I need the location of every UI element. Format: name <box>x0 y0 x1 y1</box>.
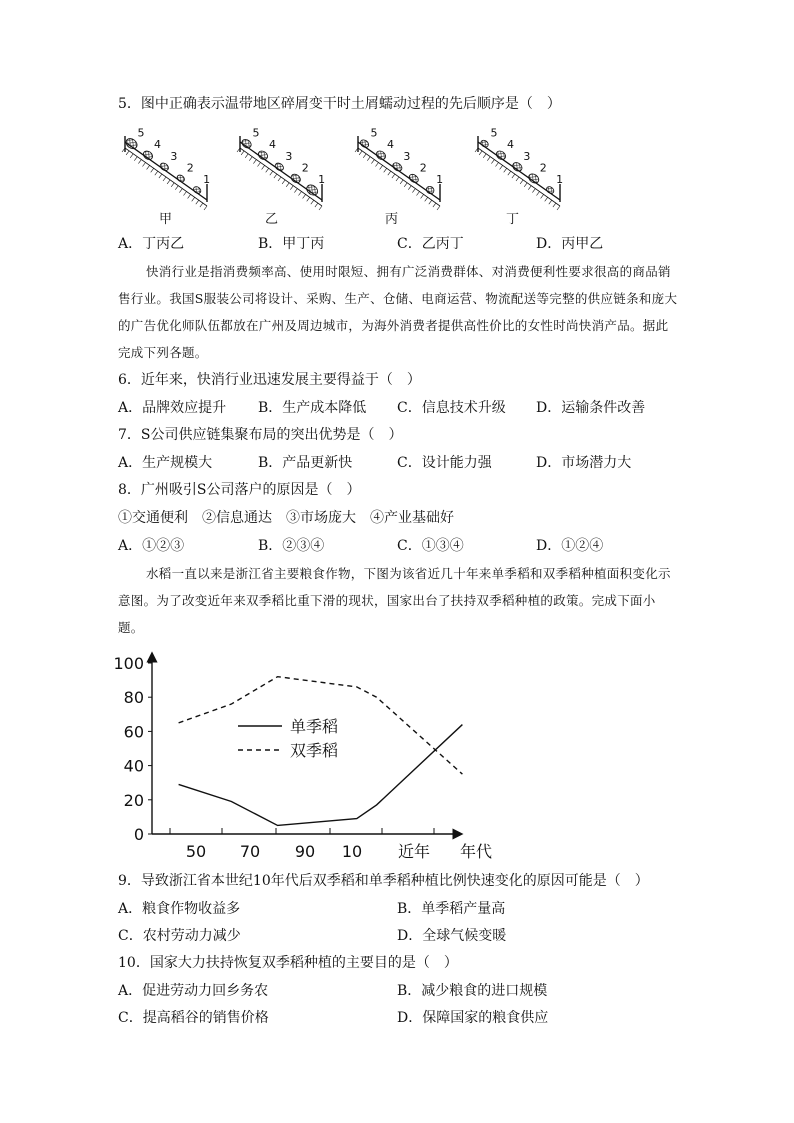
q7-option-a: A．生产规模大 <box>118 455 213 471</box>
soil-particle <box>142 149 155 161</box>
soil-particle <box>192 185 202 195</box>
slope-tick <box>404 183 407 187</box>
slope-tick <box>400 180 403 184</box>
slope-tick <box>380 165 383 169</box>
q9-option-a: A．粮食作物收益多 <box>118 901 241 917</box>
particle-number: 2 <box>419 161 427 175</box>
slope-tick <box>388 171 391 175</box>
slope-figure-3 <box>355 127 443 210</box>
y-tick-label: 100 <box>113 654 144 673</box>
particle-number: 1 <box>556 173 564 187</box>
q8-stem: 8．广州吸引S公司落户的原因是（ ） <box>118 482 361 498</box>
q7-option-b: B．产品更新快 <box>258 455 353 471</box>
soil-particle <box>289 172 302 184</box>
slope-tick <box>319 206 322 210</box>
slope-tick <box>516 177 519 181</box>
slope-tick <box>151 168 154 172</box>
soil-particle <box>274 161 285 172</box>
slope-tick <box>200 203 203 207</box>
slope-tick <box>392 174 395 178</box>
slope-tick <box>537 192 540 196</box>
q6-stem: 6．近年来，快消行业迅速发展主要得益于（ ） <box>118 372 421 388</box>
slope-tick <box>363 154 366 158</box>
q10-stem: 10．国家大力扶持恢复双季稻种植的主要目的是（ ） <box>118 955 458 971</box>
slope-tick <box>367 157 370 161</box>
slope-tick <box>130 154 133 158</box>
slope-tick <box>429 200 432 204</box>
slope-tick <box>126 151 129 155</box>
particle-number: 1 <box>203 173 211 187</box>
q8-option-b: B．②③④ <box>258 538 325 554</box>
soil-particle <box>495 149 508 161</box>
slope-tick <box>262 165 265 169</box>
q8-option-c: C．①③④ <box>397 538 464 554</box>
slope-tick <box>249 157 252 161</box>
slope-tick <box>147 165 150 169</box>
slope-tick <box>311 200 314 204</box>
particle-number: 1 <box>318 173 326 187</box>
q5-option-b: B．甲丁丙 <box>258 236 325 252</box>
slope-tick <box>290 186 293 190</box>
y-tick-label: 80 <box>123 688 144 708</box>
slope-tick <box>508 171 511 175</box>
particle-number: 5 <box>490 126 498 140</box>
slope-tick <box>192 197 195 201</box>
slope-tick <box>155 171 158 175</box>
particle-number: 4 <box>268 138 276 152</box>
q7-option-d: D．市场潜力大 <box>536 455 632 471</box>
slope-tick <box>541 194 544 198</box>
particle-number: 4 <box>386 138 394 152</box>
slope-tick <box>557 206 560 210</box>
particle-number: 3 <box>523 149 531 163</box>
slope-tick <box>299 192 302 196</box>
slope-tick <box>175 186 178 190</box>
x-tick-label: 90 <box>294 842 316 861</box>
x-tick-label: 10 <box>341 842 363 861</box>
slope-tick <box>270 171 273 175</box>
x-tick-label: 70 <box>239 842 261 861</box>
particle-number: 4 <box>506 138 514 152</box>
slope-tick <box>286 183 289 187</box>
slope-tick <box>266 168 269 172</box>
q6-option-a: A．品牌效应提升 <box>118 400 227 416</box>
q6-option-b: B．生产成本降低 <box>258 400 367 416</box>
soil-particle <box>375 149 388 161</box>
particle-number: 5 <box>252 126 260 140</box>
q5-option-d: D．丙甲乙 <box>536 236 604 252</box>
q5-stem: 5．图中正确表示温带地区碎屑变干时土屑蠕动过程的先后顺序是（ ） <box>118 96 561 112</box>
slope-tick <box>171 183 174 187</box>
legend-label-1: 单季稻 <box>290 717 339 736</box>
q10-option-b: B．减少粮食的进口规模 <box>397 983 548 999</box>
passage-fast-consumer: 快消行业是指消费频率高、使用时限短、拥有广泛消费群体、对消费便利性要求很高的商品销售行业。我国S服装公司将设计、采购、生产、仓储、电商运营、物流配送等完整的供应链条和庞大的广告优化师队伍都放在广州及周边城市，为海外消费者提供高性价比的女性时尚快消产品。据此完成下列各题。 <box>118 264 678 360</box>
figure-label-bing: 丙 <box>385 212 399 227</box>
slope-tick <box>504 168 507 172</box>
slope-tick <box>315 203 318 207</box>
particle-number: 1 <box>436 173 444 187</box>
slope-tick <box>524 183 527 187</box>
soil-particle <box>159 161 170 172</box>
slope-tick <box>258 163 261 167</box>
particle-number: 2 <box>186 161 194 175</box>
slope-tick <box>294 189 297 193</box>
soil-particle <box>425 185 436 195</box>
x-tick-label: 近年 <box>397 842 431 861</box>
slope-tick <box>167 180 170 184</box>
y-tick-label: 20 <box>123 790 144 810</box>
slope-tick <box>384 168 387 172</box>
passage-rice: 水稻一直以来是浙江省主要粮食作物，下图为该省近几十年来单季稻和双季稻种植面积变化示意图。为了改变近年来双季稻比重下滑的现状，国家出台了扶持双季稻种植的政策。完成下面小题。 <box>118 566 671 635</box>
particle-number: 3 <box>403 149 411 163</box>
soil-particle <box>257 149 270 161</box>
q10-option-d: D．保障国家的粮食供应 <box>397 1010 549 1026</box>
series-line-1 <box>179 725 463 826</box>
slope-tick <box>487 157 490 161</box>
slope-tick <box>245 154 248 158</box>
slope-tick <box>204 206 207 210</box>
q5-option-a: A．丁丙乙 <box>118 236 185 252</box>
slope-tick <box>417 192 420 196</box>
slope-tick <box>491 160 494 164</box>
slope-tick <box>408 186 411 190</box>
q9-option-d: D．全球气候变暖 <box>397 928 507 944</box>
slope-figure-1 <box>122 127 210 210</box>
slope-tick <box>274 174 277 178</box>
slope-tick <box>500 165 503 169</box>
particle-number: 5 <box>137 126 145 140</box>
particle-number: 2 <box>301 161 309 175</box>
slope-tick <box>549 200 552 204</box>
soil-particle <box>176 174 186 184</box>
slope-tick <box>143 163 146 167</box>
q8-choices: ①交通便利 ②信息通达 ③市场庞大 ④产业基础好 <box>118 510 454 526</box>
slope-tick <box>421 194 424 198</box>
slope-tick <box>179 189 182 193</box>
q9-option-b: B．单季稻产量高 <box>397 901 506 917</box>
soil-particle <box>527 172 541 185</box>
q6-option-d: D．运输条件改善 <box>536 400 646 416</box>
particle-number: 5 <box>370 126 378 140</box>
legend-label-2: 双季稻 <box>290 741 339 760</box>
slope-tick <box>282 180 285 184</box>
x-axis-label: 年代 <box>459 842 493 861</box>
slope-tick <box>359 151 362 155</box>
q9-option-c: C．农村劳动力减少 <box>118 928 241 944</box>
slope-figure-2 <box>237 127 325 210</box>
y-tick-label: 60 <box>123 722 144 742</box>
soil-particle <box>480 139 490 149</box>
soil-particle <box>545 185 555 195</box>
particle-number: 2 <box>539 161 547 175</box>
slope-tick <box>159 174 162 178</box>
slope-tick <box>376 163 379 167</box>
slope-tick <box>425 197 428 201</box>
soil-particle <box>359 138 370 149</box>
figure-label-jia: 甲 <box>159 212 173 227</box>
q10-option-a: A．促进劳动力回乡务农 <box>118 983 269 999</box>
q6-option-c: C．信息技术升级 <box>397 400 506 416</box>
q9-stem: 9．导致浙江省本世纪10年代后双季稻和单季稻种植比例快速变化的原因可能是（ ） <box>118 873 649 889</box>
slope-tick <box>553 203 556 207</box>
slope-tick <box>134 157 137 161</box>
slope-tick <box>483 154 486 158</box>
slope-tick <box>184 192 187 196</box>
slope-tick <box>241 151 244 155</box>
q8-option-a: A．①②③ <box>118 538 185 554</box>
slope-tick <box>545 197 548 201</box>
slope-tick <box>496 163 499 167</box>
slope-tick <box>479 151 482 155</box>
slope-tick <box>512 174 515 178</box>
slope-tick <box>433 203 436 207</box>
slope-tick <box>278 177 281 181</box>
slope-tick <box>532 189 535 193</box>
slope-tick <box>371 160 374 164</box>
q7-option-c: C．设计能力强 <box>397 455 492 471</box>
y-tick-label: 40 <box>123 756 144 776</box>
slope-tick <box>188 194 191 198</box>
q7-stem: 7．S公司供应链集聚布局的突出优势是（ ） <box>118 427 403 443</box>
particle-number: 4 <box>153 138 161 152</box>
slope-tick <box>528 186 531 190</box>
soil-particle <box>511 161 524 173</box>
q10-option-c: C．提高稻谷的销售价格 <box>118 1010 269 1026</box>
particle-number: 3 <box>170 149 178 163</box>
slope-tick <box>163 177 166 181</box>
slope-tick <box>303 194 306 198</box>
soil-particle <box>408 173 420 185</box>
slope-tick <box>396 177 399 181</box>
q5-option-c: C．乙丙丁 <box>397 236 464 252</box>
slope-tick <box>437 206 440 210</box>
slope-tick <box>520 180 523 184</box>
figure-label-yi: 乙 <box>265 212 279 227</box>
slope-tick <box>307 197 310 201</box>
q8-option-d: D．①②④ <box>536 538 604 554</box>
particle-number: 3 <box>285 149 293 163</box>
slope-tick <box>138 160 141 164</box>
soil-particle <box>240 138 253 150</box>
x-tick-label: 50 <box>185 842 207 861</box>
soil-particle <box>391 161 403 173</box>
y-tick-label: 0 <box>133 825 144 844</box>
rice-area-chart <box>0 650 794 870</box>
slope-tick <box>253 160 256 164</box>
slope-figure-4 <box>475 127 563 210</box>
slope-tick <box>196 200 199 204</box>
slope-tick <box>412 189 415 193</box>
figure-label-ding: 丁 <box>506 212 520 227</box>
